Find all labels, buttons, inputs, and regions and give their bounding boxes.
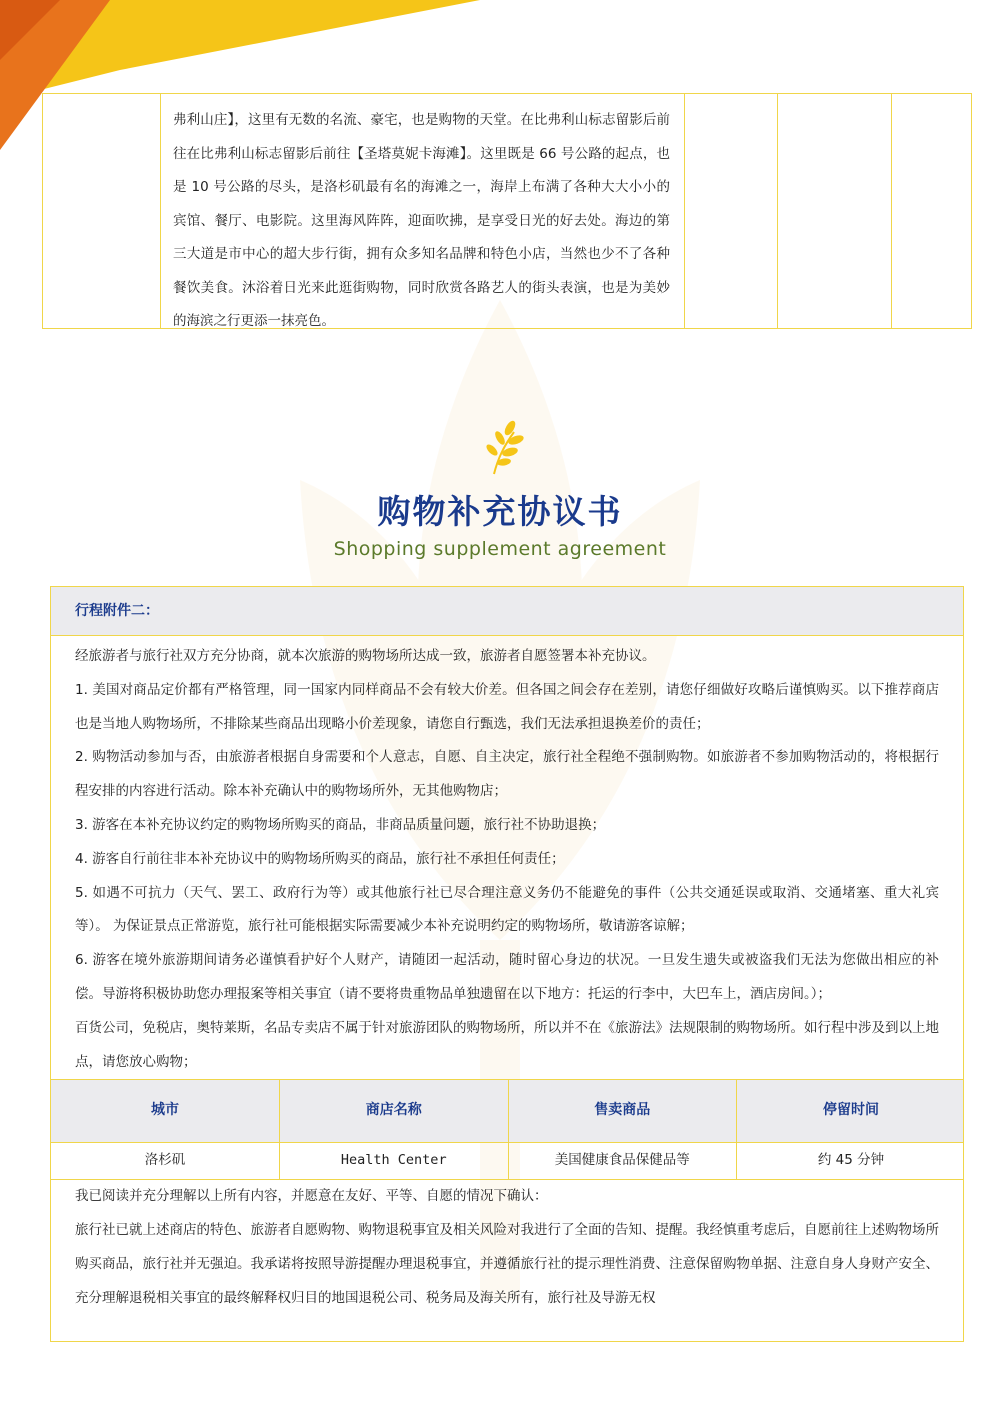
- header-duration: 停留时间: [737, 1080, 965, 1143]
- agreement-box: [50, 586, 964, 1342]
- itinerary-transport-cell: [892, 94, 971, 328]
- header-city: 城市: [51, 1080, 280, 1143]
- cell-store: Health Center: [280, 1143, 509, 1180]
- agreement-terms: [51, 636, 963, 1180]
- page-subtitle: Shopping supplement agreement: [333, 538, 667, 560]
- section-label: 行程附件二：: [51, 587, 963, 636]
- agreement-paragraph: 2. 购物活动参加与否，由旅游者根据自身需要和个人意志，自愿、自主决定，旅行社全程绝不强制购物。如旅游者不参加购物活动的，将根据行程安排的内容进行活动。除本补充确认中的购物场所外，无其他购物店；: [75, 749, 939, 800]
- cell-duration: 约 45 分钟: [737, 1143, 965, 1180]
- itinerary-description-cell: [161, 94, 685, 328]
- table-row: [51, 1143, 964, 1180]
- header-store: 商店名称: [280, 1080, 509, 1143]
- agreement-paragraph: 百货公司，免税店，奥特莱斯，名品专卖店不属于针对旅游团队的购物场所，所以并不在《旅游法》法规限制的购物场所。如行程中涉及到以上地点，请您放心购物；: [75, 1019, 939, 1070]
- wheat-leaf-icon: [480, 418, 524, 476]
- agreement-paragraph: 5. 如遇不可抗力（天气、罢工、政府行为等）或其他旅行社已尽合理注意义务仍不能避免的事件（公共交通延误或取消、交通堵塞、重大礼宾等）。 为保证景点正常游览，旅行社可能根据实际需要减少本补充说明约定的购物场所，敬请游客谅解；: [75, 884, 939, 935]
- agreement-paragraph: 4. 游客自行前往非本补充协议中的购物场所购买的商品，旅行社不承担任何责任；: [75, 850, 565, 867]
- page-title: 购物补充协议书: [377, 492, 623, 531]
- itinerary-hotel-cell: [778, 94, 892, 328]
- confirm-paragraph: 旅行社已就上述商店的特色、旅游者自愿购物、购物退税事宜及相关风险对我进行了全面的告知、提醒。我经慎重考虑后，自愿前往上述购物场所购买商品，旅行社并无强迫。我承诺将按照导游提醒办理退税事宜，并遵循旅行社的提示理性消费、注意保留购物单据、注意自身人身财产安全、充分理解退税相关事宜的最终解释权归目的地国退税公司、税务局及海关所有，旅行社及导游无权: [75, 1221, 939, 1306]
- agreement-paragraph: 经旅游者与旅行社双方充分协商，就本次旅游的购物场所达成一致，旅游者自愿签署本补充协议。: [75, 648, 656, 664]
- agreement-paragraph: 3. 游客在本补充协议约定的购物场所购买的商品，非商品质量问题，旅行社不协助退换；: [75, 816, 606, 833]
- itinerary-meal-cell: [685, 94, 778, 328]
- cell-goods: 美国健康食品保健品等: [508, 1143, 737, 1180]
- cell-city: 洛杉矶: [51, 1143, 280, 1180]
- table-header-row: [51, 1080, 964, 1143]
- itinerary-description: 弗利山庄】，这里有无数的名流、豪宅，也是购物的天堂。在比弗利山标志留影后前往在比弗利山标志留影后前往【圣塔莫妮卡海滩】。这里既是 66 号公路的起点，也是 10 号公路的尽头，是洛杉矶最有名的海滩之一，海岸上布满了各种大大小小的宾馆、餐厅、电影院。这里海风阵阵，迎面吹拂，是享受日光的好去处。海边的第三大道是市中心的超大步行街，拥有众多知名品牌和特色小店，当然也少不了各种餐饮美食。沐浴着日光来此逛街购物，同时欣赏各路艺人的街头表演，也是为美妙的海滨之行更添一抹亮色。: [173, 112, 670, 329]
- confirmation-text: [51, 1180, 963, 1315]
- agreement-paragraph: 1. 美国对商品定价都有严格管理，同一国家内同样商品不会有较大价差。但各国之间会存在差别，请您仔细做好攻略后谨慎购买。以下推荐商店也是当地人购物场所，不排除某些商品出现略小价差现象，请您自行甄选，我们无法承担退换差价的责任；: [75, 681, 939, 732]
- shop-table: [51, 1079, 964, 1180]
- confirm-paragraph: 我已阅读并充分理解以上所有内容，并愿意在友好、平等、自愿的情况下确认：: [75, 1188, 548, 1205]
- header-goods: 售卖商品: [508, 1080, 737, 1143]
- itinerary-day-cell: [43, 94, 161, 328]
- itinerary-table: [42, 93, 972, 329]
- agreement-paragraph: 6. 游客在境外旅游期间请务必谨慎看护好个人财产，请随团一起活动，随时留心身边的状况。一旦发生遗失或被盗我们无法为您做出相应的补偿。导游将积极协助您办理报案等相关事宜（请不要将贵重物品单独遗留在以下地方：托运的行李中，大巴车上，酒店房间。）；: [75, 952, 939, 1002]
